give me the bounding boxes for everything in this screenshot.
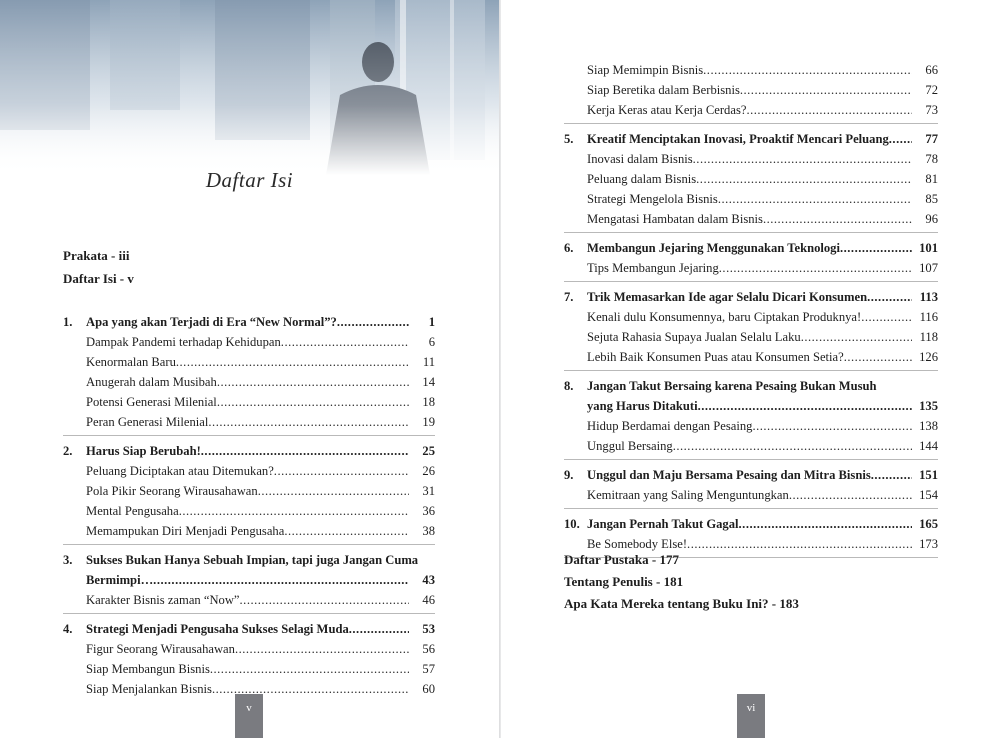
chapter-title: Unggul dan Maju Bersama Pesaing dan Mitra Bisnis [587,468,871,482]
entry-title: Peran Generasi Milenial [86,415,209,429]
toc-entry[interactable] [63,412,435,432]
dot-leader [889,129,912,149]
chapter-title: Trik Memasarkan Ide agar Selalu Dicari Konsumen [587,290,868,304]
dot-leader [153,570,409,590]
chapter-number: 10. [564,517,580,531]
toc-entry[interactable] [63,481,435,501]
page-number-tab: v [235,694,263,738]
toc-entry[interactable] [564,258,938,278]
page-number: 19 [422,415,435,429]
dot-leader [281,332,409,352]
page-number: 77 [925,132,938,146]
entry-title: Kemitraan yang Saling Menguntungkan [587,488,789,502]
page-number: 135 [919,399,938,413]
entry-title: Dampak Pandemi terhadap Kehidupan [86,335,281,349]
front-matter-prakata[interactable]: Prakata - iii [63,248,130,263]
dot-leader [801,327,912,347]
chapter-number: 1. [63,315,73,329]
chapter-number: 5. [564,132,574,146]
toc-chapter-heading[interactable] [63,312,435,332]
dot-leader [217,372,409,392]
dot-leader [176,352,409,372]
toc-entry[interactable] [63,521,435,541]
page-number: 36 [422,504,435,518]
dot-leader [235,639,409,659]
toc-chapter-heading[interactable] [564,376,938,396]
entry-title: Mengatasi Hambatan dalam Bisnis [587,212,763,226]
page-number: 116 [919,310,938,324]
toc-entry[interactable] [564,169,938,189]
entry-title: Peluang Diciptakan atau Ditemukan? [86,464,274,478]
page-number: 53 [422,622,435,636]
toc-list-right [564,60,938,563]
dot-leader [844,347,912,367]
toc-entry[interactable] [564,416,938,436]
header-photo-image [0,0,499,175]
dot-leader [687,534,912,554]
page-number: 144 [919,439,938,453]
entry-title: Karakter Bisnis zaman “Now” [86,593,240,607]
toc-entry[interactable] [63,332,435,352]
entry-title: Strategi Mengelola Bisnis [587,192,718,206]
chapter-title: Strategi Menjadi Pengusaha Sukses Selagi Muda [86,622,349,636]
chapter-number: 4. [63,622,73,636]
entry-title: Pola Pikir Seorang Wirausahawan [86,484,258,498]
toc-chapter-heading[interactable] [564,514,938,534]
toc-chapter [564,465,938,509]
toc-entry[interactable] [564,534,938,554]
page-number: 56 [422,642,435,656]
dot-leader [693,149,912,169]
dot-leader [210,659,409,679]
toc-entry[interactable] [564,436,938,456]
entry-title: Potensi Generasi Milenial [86,395,217,409]
toc-entry[interactable] [564,327,938,347]
toc-chapter [63,619,435,702]
page-number: 154 [919,488,938,502]
dot-leader [258,481,409,501]
chapter-title: Harus Siap Berubah! [86,444,201,458]
chapter-number: 9. [564,468,574,482]
page-number: 165 [919,517,938,531]
page-number: 1 [428,315,435,329]
page-number: 113 [919,290,938,304]
toc-entry[interactable] [63,461,435,481]
dot-leader [789,485,912,505]
page-number: 96 [925,212,938,226]
toc-chapter [564,129,938,233]
toc-entry[interactable] [63,590,435,610]
toc-chapter [564,238,938,282]
dot-leader [698,396,912,416]
dot-leader [871,465,912,485]
back-matter-apa-kata-mereka[interactable]: Apa Kata Mereka tentang Buku Ini? - 183 [564,596,799,611]
toc-entry[interactable] [564,307,938,327]
toc-chapter-heading[interactable] [63,619,435,639]
page-number: 73 [925,103,938,117]
page-number: 14 [422,375,435,389]
front-matter-daftar-isi[interactable]: Daftar Isi - v [63,271,134,286]
page-number: 46 [422,593,435,607]
toc-entry[interactable] [564,189,938,209]
page-number: 138 [919,419,938,433]
toc-chapter-heading[interactable] [564,465,938,485]
toc-chapter-heading[interactable] [564,238,938,258]
toc-entry[interactable] [63,392,435,412]
dot-leader [740,80,912,100]
entry-title: Inovasi dalam Bisnis [587,152,693,166]
page-number: 25 [422,444,435,458]
page-number: 60 [422,682,435,696]
left-page [0,0,499,738]
page-number: 31 [422,484,435,498]
dot-leader [349,619,409,639]
entry-title: Siap Membangun Bisnis [86,662,210,676]
dot-leader [739,514,912,534]
dot-leader [718,189,912,209]
entry-title: Tips Membangun Jejaring [587,261,719,275]
back-matter-tentang-penulis[interactable]: Tentang Penulis - 181 [564,574,684,589]
page-number: 38 [422,524,435,538]
entry-title: Mental Pengusaha [86,504,179,518]
dot-leader [337,312,409,332]
toc-list-left [63,312,435,707]
dot-leader [179,501,409,521]
toc-entry[interactable] [564,209,938,229]
toc-entry[interactable] [564,60,938,80]
dot-leader [240,590,409,610]
page-number: 66 [925,63,938,77]
chapter-title: Kreatif Menciptakan Inovasi, Proaktif Mencari Peluang [587,132,889,146]
toc-chapter-heading[interactable] [63,550,435,570]
dot-leader [746,100,912,120]
toc-entry[interactable] [63,352,435,372]
dot-leader [217,392,409,412]
entry-title: Kenali dulu Konsumennya, baru Ciptakan Produknya! [587,310,862,324]
page-number-tab: vi [737,694,765,738]
page-number: 151 [919,468,938,482]
dot-leader [201,441,409,461]
toc-chapter-heading[interactable] [564,287,938,307]
chapter-number: 7. [564,290,574,304]
toc-chapter [63,441,435,545]
chapter-title: Sukses Bukan Hanya Sebuah Impian, tapi juga Jangan Cuma [86,553,419,567]
page-number: 101 [919,241,938,255]
toc-entry[interactable] [63,372,435,392]
entry-title: Siap Memimpin Bisnis [587,63,704,77]
dot-leader [867,287,912,307]
dot-leader [752,416,912,436]
chapter-title: Jangan Pernah Takut Gagal [587,517,739,531]
page-number: 173 [919,537,938,551]
page-number: 11 [422,355,435,369]
toc-entry[interactable] [63,501,435,521]
toc-chapter [564,287,938,371]
entry-title: Lebih Baik Konsumen Puas atau Konsumen Setia? [587,350,844,364]
chapter-title-cont: Bermimpi… [86,573,154,587]
entry-title: Siap Menjalankan Bisnis [86,682,212,696]
entry-title: Be Somebody Else! [587,537,688,551]
chapter-title-cont: yang Harus Ditakuti [587,399,698,413]
page-number: 43 [422,573,435,587]
dot-leader [284,521,409,541]
page-number: 126 [919,350,938,364]
toc-entry[interactable] [564,149,938,169]
dot-leader [274,461,409,481]
chapter-number: 2. [63,444,73,458]
page-number: 78 [925,152,938,166]
page-number: 81 [925,172,938,186]
toc-chapter [63,312,435,436]
page-number: 118 [919,330,938,344]
entry-title: Figur Seorang Wirausahawan [86,642,235,656]
toc-entry[interactable] [564,347,938,367]
chapter-number: 8. [564,379,574,393]
dot-leader [763,209,912,229]
chapter-number: 3. [63,553,73,567]
dot-leader [703,60,912,80]
toc-chapter [564,376,938,460]
entry-title: Sejuta Rahasia Supaya Jualan Selalu Laku [587,330,801,344]
page-number: 57 [422,662,435,676]
toc-chapter-heading[interactable] [564,129,938,149]
dot-leader [719,258,912,278]
toc-chapter [63,550,435,614]
toc-chapter-heading-cont[interactable] [63,570,435,590]
dot-leader [840,238,912,258]
page-number: 6 [428,335,435,349]
toc-entry[interactable] [564,100,938,120]
chapter-number: 6. [564,241,574,255]
chapter-title: Apa yang akan Terjadi di Era “New Normal”? [86,315,337,329]
entry-title: Hidup Berdamai dengan Pesaing [587,419,753,433]
page-number: 26 [422,464,435,478]
chapter-title: Membangun Jejaring Menggunakan Teknologi [587,241,840,255]
entry-title: Kerja Keras atau Kerja Cerdas? [587,103,747,117]
page-number: 18 [422,395,435,409]
entry-title: Siap Beretika dalam Berbisnis [587,83,740,97]
entry-title: Unggul Bersaing [587,439,673,453]
toc-title: Daftar Isi [205,168,294,192]
chapter-title: Jangan Takut Bersaing karena Pesaing Bukan Musuh [587,379,877,393]
back-matter-daftar-pustaka[interactable]: Daftar Pustaka - 177 [564,552,679,567]
entry-title: Kenormalan Baru [86,355,176,369]
dot-leader [673,436,912,456]
toc-chapter-continued [564,60,938,124]
page-number: 107 [919,261,938,275]
toc-chapter-heading[interactable] [63,441,435,461]
entry-title: Peluang dalam Bisnis [587,172,697,186]
toc-entry[interactable] [564,485,938,505]
toc-entry[interactable] [63,659,435,679]
page-number: 85 [925,192,938,206]
page-number: 72 [925,83,938,97]
entry-title: Anugerah dalam Musibah [86,375,217,389]
dot-leader [696,169,912,189]
entry-title: Memampukan Diri Menjadi Pengusaha [86,524,285,538]
toc-chapter-heading-cont[interactable] [564,396,938,416]
toc-entry[interactable] [63,639,435,659]
toc-entry[interactable] [564,80,938,100]
dot-leader [861,307,912,327]
dot-leader [208,412,409,432]
